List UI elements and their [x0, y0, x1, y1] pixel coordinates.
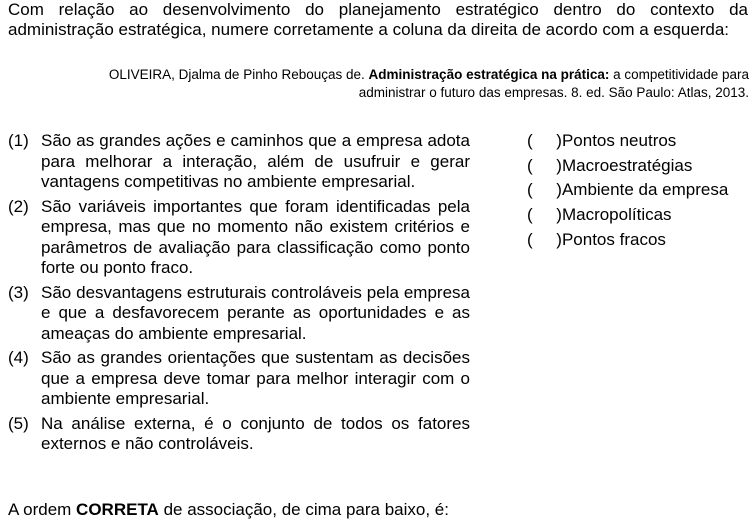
item-text: Na análise externa, é o conjunto de todos os fatores externos e não controláveis.: [41, 413, 470, 453]
left-item-5: [8, 414, 470, 455]
question-prompt: [8, 500, 449, 520]
prompt-prefix: A ordem: [8, 500, 72, 519]
left-item-1: [8, 131, 470, 193]
right-column-options: [527, 131, 747, 254]
right-option-5: [527, 230, 747, 255]
question-intro: Com relação ao desenvolvimento do planejamento estratégico dentro do contexto da administração estratégica, numere corretamente a coluna da direita de acordo com a esquerda:: [8, 0, 748, 39]
citation-title: Administração estratégica na prática:: [368, 67, 610, 82]
left-item-4: [8, 348, 470, 410]
item-number: (2): [8, 196, 29, 216]
right-option-2: [527, 156, 747, 181]
option-label: Pontos fracos: [561, 229, 666, 249]
answer-blank[interactable]: ( ): [527, 155, 562, 175]
prompt-emphasis: CORRETA: [76, 500, 159, 519]
citation-author: OLIVEIRA, Djalma de Pinho Rebouças de.: [108, 67, 365, 82]
option-label: Macroestratégias: [561, 155, 693, 175]
option-label: Pontos neutros: [561, 131, 677, 150]
item-text: São variáveis importantes que foram identificadas pela empresa, mas que no momento não existem critérios e parâmetros de avaliação para classificação como ponto forte ou ponto fraco.: [41, 196, 470, 277]
answer-blank[interactable]: ( ): [527, 131, 562, 150]
answer-blank[interactable]: ( ): [527, 180, 562, 200]
item-text: São as grandes ações e caminhos que a empresa adota para melhorar a interação, além de usufruir e gerar vantagens competitivas no ambiente empresarial.: [41, 131, 470, 191]
citation-rest: a competitividade para administrar o futuro das empresas. 8. ed. São Paulo: Atlas, 2013.: [358, 67, 749, 100]
item-text: São desvantagens estruturais controláveis pela empresa e que a desfavorecem perante as oportunidades e as ameaças do ambiente empresarial.: [41, 282, 470, 343]
item-number: (5): [8, 413, 29, 433]
left-item-3: [8, 283, 470, 345]
option-label: Macropolíticas: [561, 205, 672, 225]
answer-blank[interactable]: ( ): [527, 205, 562, 225]
item-number: (1): [8, 131, 29, 150]
item-number: (3): [8, 282, 29, 302]
left-item-2: [8, 197, 470, 279]
left-column-items: [8, 131, 470, 459]
right-option-1: [527, 131, 747, 156]
option-label: Ambiente da empresa: [561, 180, 729, 200]
citation: [40, 66, 749, 102]
item-text: São as grandes orientações que sustentam as decisões que a empresa deve tomar para melhor interagir com o ambiente empresarial.: [41, 348, 470, 408]
item-number: (4): [8, 348, 29, 367]
prompt-suffix: de associação, de cima para baixo, é:: [163, 500, 449, 519]
right-option-3: [527, 180, 747, 205]
right-option-4: [527, 205, 747, 230]
answer-blank[interactable]: ( ): [527, 229, 562, 249]
